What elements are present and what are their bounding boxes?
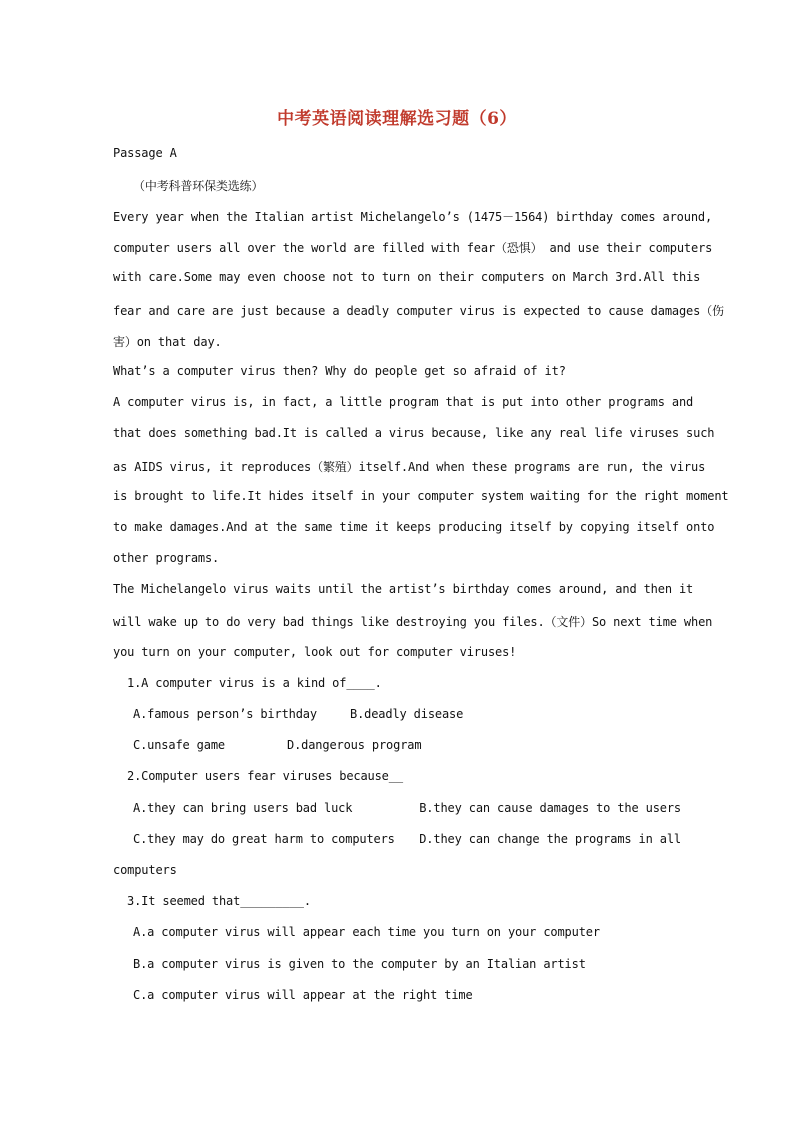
- question-2-options-row-1: [133, 801, 681, 815]
- passage-line: that does something bad.It is called a virus because, like any real life viruses such: [113, 426, 715, 440]
- question-1-option-c: C.unsafe game: [133, 738, 225, 752]
- question-2-stem: 2.Computer users fear viruses because__: [127, 769, 403, 783]
- question-1-option-d: D.dangerous program: [287, 738, 422, 752]
- question-2-option-a: A.they can bring users bad luck: [133, 801, 353, 815]
- question-3-stem: 3.It seemed that_________.: [127, 894, 311, 908]
- question-1-option-b: B.deadly disease: [350, 707, 464, 721]
- question-1-options-row-2: [133, 738, 693, 752]
- question-2-option-d: D.they can change the programs in all: [419, 832, 681, 846]
- question-3-option-a: A.a computer virus will appear each time you turn on your computer: [133, 925, 600, 939]
- passage-line: What’s a computer virus then? Why do people get so afraid of it?: [113, 364, 566, 378]
- question-1-options-row-1: [133, 707, 693, 721]
- question-2-option-c: C.they may do great harm to computers: [133, 832, 395, 846]
- passage-line: fear and care are just because a deadly computer virus is expected to cause damages（伤: [113, 304, 724, 318]
- question-2-option-d-continued: computers: [113, 863, 177, 877]
- passage-line: computer users all over the world are filled with fear（恐惧） and use their computers: [113, 241, 713, 255]
- passage-category: （中考科普环保类选练）: [133, 179, 264, 193]
- passage-line: is brought to life.It hides itself in your computer system waiting for the right moment: [113, 489, 729, 503]
- question-1-stem: 1.A computer virus is a kind of____.: [127, 676, 382, 690]
- passage-line: as AIDS virus, it reproduces（繁殖）itself.And when these programs are run, the virus: [113, 460, 706, 474]
- passage-line: with care.Some may even choose not to turn on their computers on March 3rd.All this: [113, 270, 701, 284]
- question-3-option-b: B.a computer virus is given to the computer by an Italian artist: [133, 957, 586, 971]
- passage-label: Passage A: [113, 146, 177, 160]
- passage-line: you turn on your computer, look out for computer viruses!: [113, 645, 517, 659]
- question-1-option-a: A.famous person’s birthday: [133, 707, 317, 721]
- question-2-options-row-2: [133, 832, 681, 846]
- passage-line: to make damages.And at the same time it keeps producing itself by copying itself onto: [113, 520, 715, 534]
- passage-line: Every year when the Italian artist Michelangelo’s (1475－1564) birthday comes around,: [113, 210, 713, 224]
- question-2-option-b: B.they can cause damages to the users: [419, 801, 681, 815]
- passage-line: other programs.: [113, 551, 220, 565]
- passage-line: A computer virus is, in fact, a little program that is put into other programs and: [113, 395, 694, 409]
- passage-line: 害）on that day.: [113, 335, 222, 349]
- page-title: 中考英语阅读理解选习题（6）: [277, 109, 517, 129]
- question-3-option-c: C.a computer virus will appear at the right time: [133, 988, 473, 1002]
- passage-line: will wake up to do very bad things like destroying you files.（文件）So next time when: [113, 615, 713, 629]
- passage-line: The Michelangelo virus waits until the artist’s birthday comes around, and then it: [113, 582, 694, 596]
